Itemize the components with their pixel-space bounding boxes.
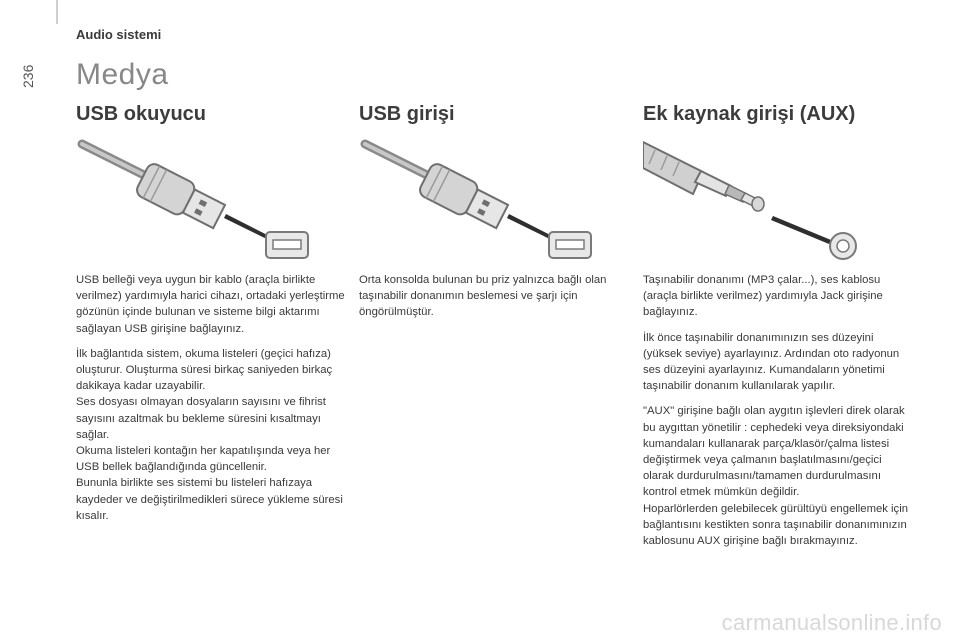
page-number: 236: [20, 64, 36, 88]
section-heading: Ek kaynak girişi (AUX): [643, 103, 856, 125]
usb-port-text: [359, 272, 629, 330]
usb-plug-and-port-icon: [359, 134, 609, 264]
section-heading: USB okuyucu: [76, 103, 207, 125]
running-header: Audio sistemi: [76, 27, 162, 42]
paragraph: Bununla birlikte ses sistemi bu listeleri hafızaya kaydeder ve değiştirilmedikleri sürece yükleme süresi kısalır.: [76, 477, 343, 522]
paragraph: USB belleği veya uygun bir kablo (araçla birlikte verilmez) yardımıyla harici cihazı, ortadaki yerleştirme gözünün içinde bulunan ve sisteme bilgi aktarımı sağlayan USB girişine bağlayınız.: [76, 274, 345, 335]
watermark: carmanualsonline.info: [721, 610, 942, 635]
section-aux-input: [643, 100, 923, 264]
usb-reader-text: [76, 272, 346, 533]
section-heading: USB girişi: [359, 103, 455, 125]
paragraph: Taşınabilir donanımı (MP3 çalar...), ses kablosu (araçla birlikte verilmez) yardımıyla Jack girişine bağlayınız.: [643, 274, 883, 319]
section-usb-reader: [76, 100, 356, 264]
page-title: Medya: [76, 58, 169, 91]
paragraph: Orta konsolda bulunan bu priz yalnızca bağlı olan taşınabilir donanımın beslemesi ve şarjı için öngörülmüştür.: [359, 274, 607, 319]
paragraph: "AUX" girişine bağlı olan aygıtın işlevleri direk olarak bu aygıttan yönetilir : cephedeki veya direksiyondaki kumandaları kullanarak parça/klasör/çalma listesi değiştirmek veya çalmanın başlatılmasını/geçici olarak durdurulmasını/tamamen durdurulmasını kontrol etmek mümkün değildir.: [643, 405, 905, 499]
paragraph: İlk bağlantıda sistem, okuma listeleri (geçici hafıza) oluşturur. Oluşturma süresi birkaç saniyeden birkaç dakikaya kadar uzayabilir.: [76, 347, 333, 393]
paragraph: İlk önce taşınabilir donanımınızın ses düzeyini (yüksek seviye) ayarlayınız. Ardından oto radyonun ses düzeyini ayarlayınız. Kumandaların yönetimi taşınabilir donanım kullanılarak yapılır.: [643, 331, 900, 393]
paragraph: Hoparlörlerden gelebilecek gürültüyü engellemek için bağlantısını kestikten sonra taşınabilir donanımınızın kablosunu AUX girişine bağlı bırakmayınız.: [643, 502, 909, 548]
section-usb-port: [359, 100, 639, 264]
margin-rule: [56, 0, 58, 24]
usb-plug-and-port-icon: [76, 134, 326, 264]
paragraph: Okuma listeleri kontağın her kapatılışında veya her USB bellek bağlandığında güncellenir.: [76, 445, 331, 474]
paragraph: Ses dosyası olmayan dosyaların sayısını ve fihrist sayısını azaltmak bu bekleme süresini kısaltmayı sağlar.: [76, 396, 326, 441]
jack-plug-and-socket-icon: [643, 134, 893, 264]
aux-input-text: [643, 272, 913, 558]
